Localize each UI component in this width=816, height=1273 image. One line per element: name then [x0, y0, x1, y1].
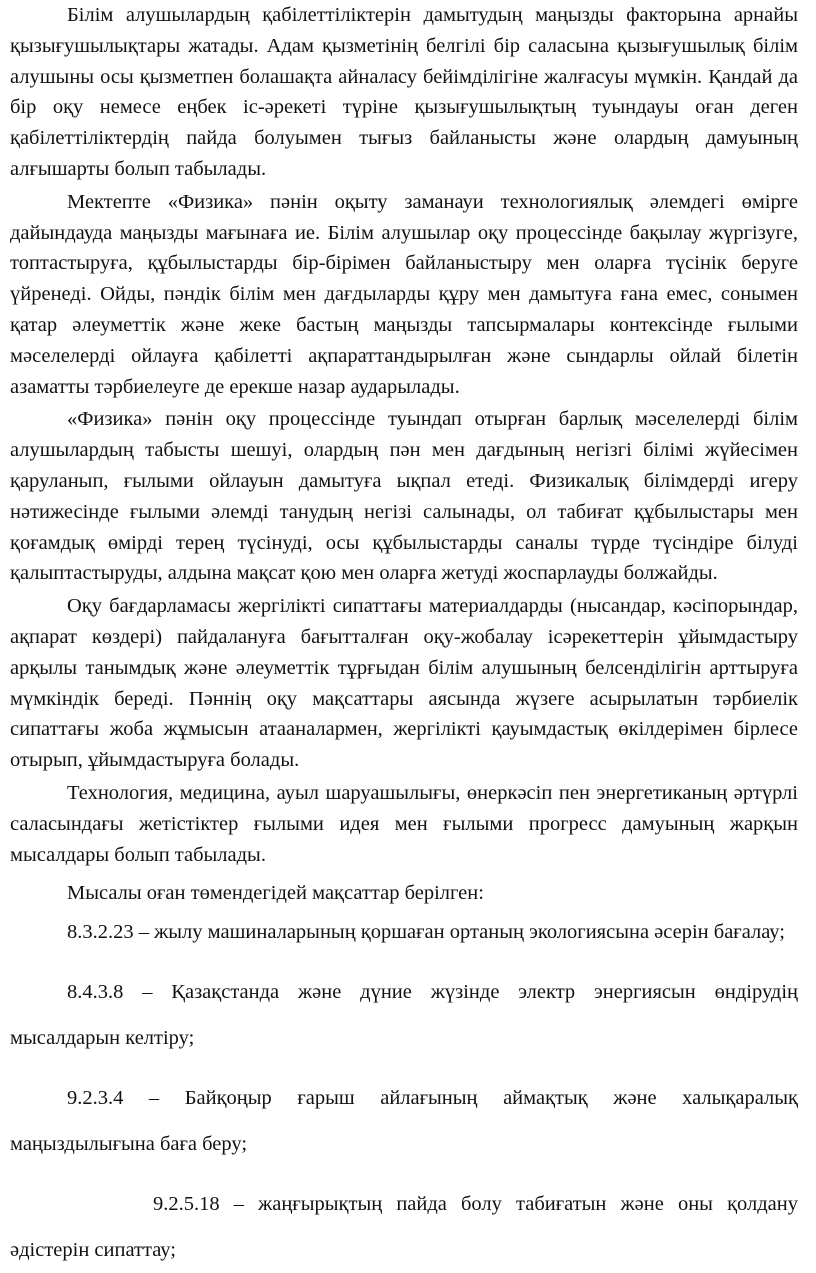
paragraph-technology: Технология, медицина, ауыл шаруашылығы, өнеркәсіп пен энергетиканың әртүрлі саласындағы жетістіктер ғылыми идея мен ғылыми прогресс дамуының жарқын мысалдары болып табылады. [10, 781, 798, 866]
paragraph-physics-school: Мектепте «Физика» пәнін оқыту заманауи технологиялық әлемдегі өмірге дайындауда маңызды мағынаға ие. Білім алушылар оқу процессінде бақылау жүргізуге, топтастыруға, құбылыстарды бір-бірімен байланыстыру мен оларға түсінік беруге үйренеді. Ойды, пәндік білім мен дағдыларды құру мен дамытуға ғана емес, сонымен қатар әлеуметтік және жеке бастың маңызды тапсырмалары контексінде ғылыми мәселелерді ойлауға қабілетті ақпараттандырылған және сындарлы ойлай білетін азаматты тәрбиелеуге де ерекше назар аударылады. [10, 190, 798, 398]
goals-intro: Мысалы оған төмендегідей мақсаттар берілген: [67, 882, 484, 905]
goal-item: 9.2.5.18 – жаңғырықтың пайда болу табиғатын және оны қолдану әдістерін сипаттау; [10, 1193, 798, 1262]
paragraph-interests: Білім алушылардың қабілеттіліктерін дамытудың маңызды факторына арнайы қызығушылықтары жатады. Адам қызметінің белгілі бір саласына қызығушылық білім алушыны осы қызметпен болашақта айналасу бейімділігіне жалғасуы мүмкін. Қандай да бір оқу немесе еңбек іс-әрекеті түріне қызығушылықтың туындауы оған деген қабілеттіліктердің пайда болуымен тығыз байланысты және олардың дамуының алғышарты болып табылады. [10, 4, 798, 180]
goal-item: 8.4.3.8 – Қазақстанда және дүние жүзінде электр энергиясын өндірудің мысалдарын келтіру; [10, 981, 798, 1050]
goal-item: 8.3.2.23 – жылу машиналарының қоршаған ортаның экологиясына әсерін бағалау; [67, 921, 785, 944]
paragraph-curriculum: Оқу бағдарламасы жергілікті сипаттағы материалдарды (нысандар, кәсіпорындар, ақпарат көздері) пайдалануға бағытталған оқу-жобалау ісәрекеттерін ұйымдастыру арқылы танымдық және әлеуметтік тұрғыдан білім алушының белсенділігін арттыруға мүмкіндік береді. Пәннің оқу мақсаттары аясында жүзеге асырылатын тәрбиелік сипаттағы жоба жұмысын атааналармен, жергілікті қауымдастық өкілдерімен бірлесе отырып, ұйымдастыруға болады. [10, 595, 798, 772]
goal-item: 9.2.3.4 – Байқоңыр ғарыш айлағының аймақтық және халықаралық маңыздылығына баға беру; [10, 1087, 798, 1156]
paragraph-physics-learning: «Физика» пәнін оқу процессінде туындап отырған барлық мәселелерді білім алушылардың табысты шешуі, олардың пән мен дағдының негізгі білімі жүйесімен қаруланып, ғылыми ойлауын дамытуға ықпал етеді. Физикалық білімдерді игеру нәтижесінде ғылыми әлемді танудың негізі салынады, ол табиғат құбылыстары мен қоғамдық өмірді терең түсінуді, осы құбылыстарды саналы түрде түсіндіре білуді қалыптастыруды, алдына мақсат қою мен оларға жетуді жоспарлауды болжайды. [10, 408, 798, 585]
document-page [10, 0, 798, 1273]
